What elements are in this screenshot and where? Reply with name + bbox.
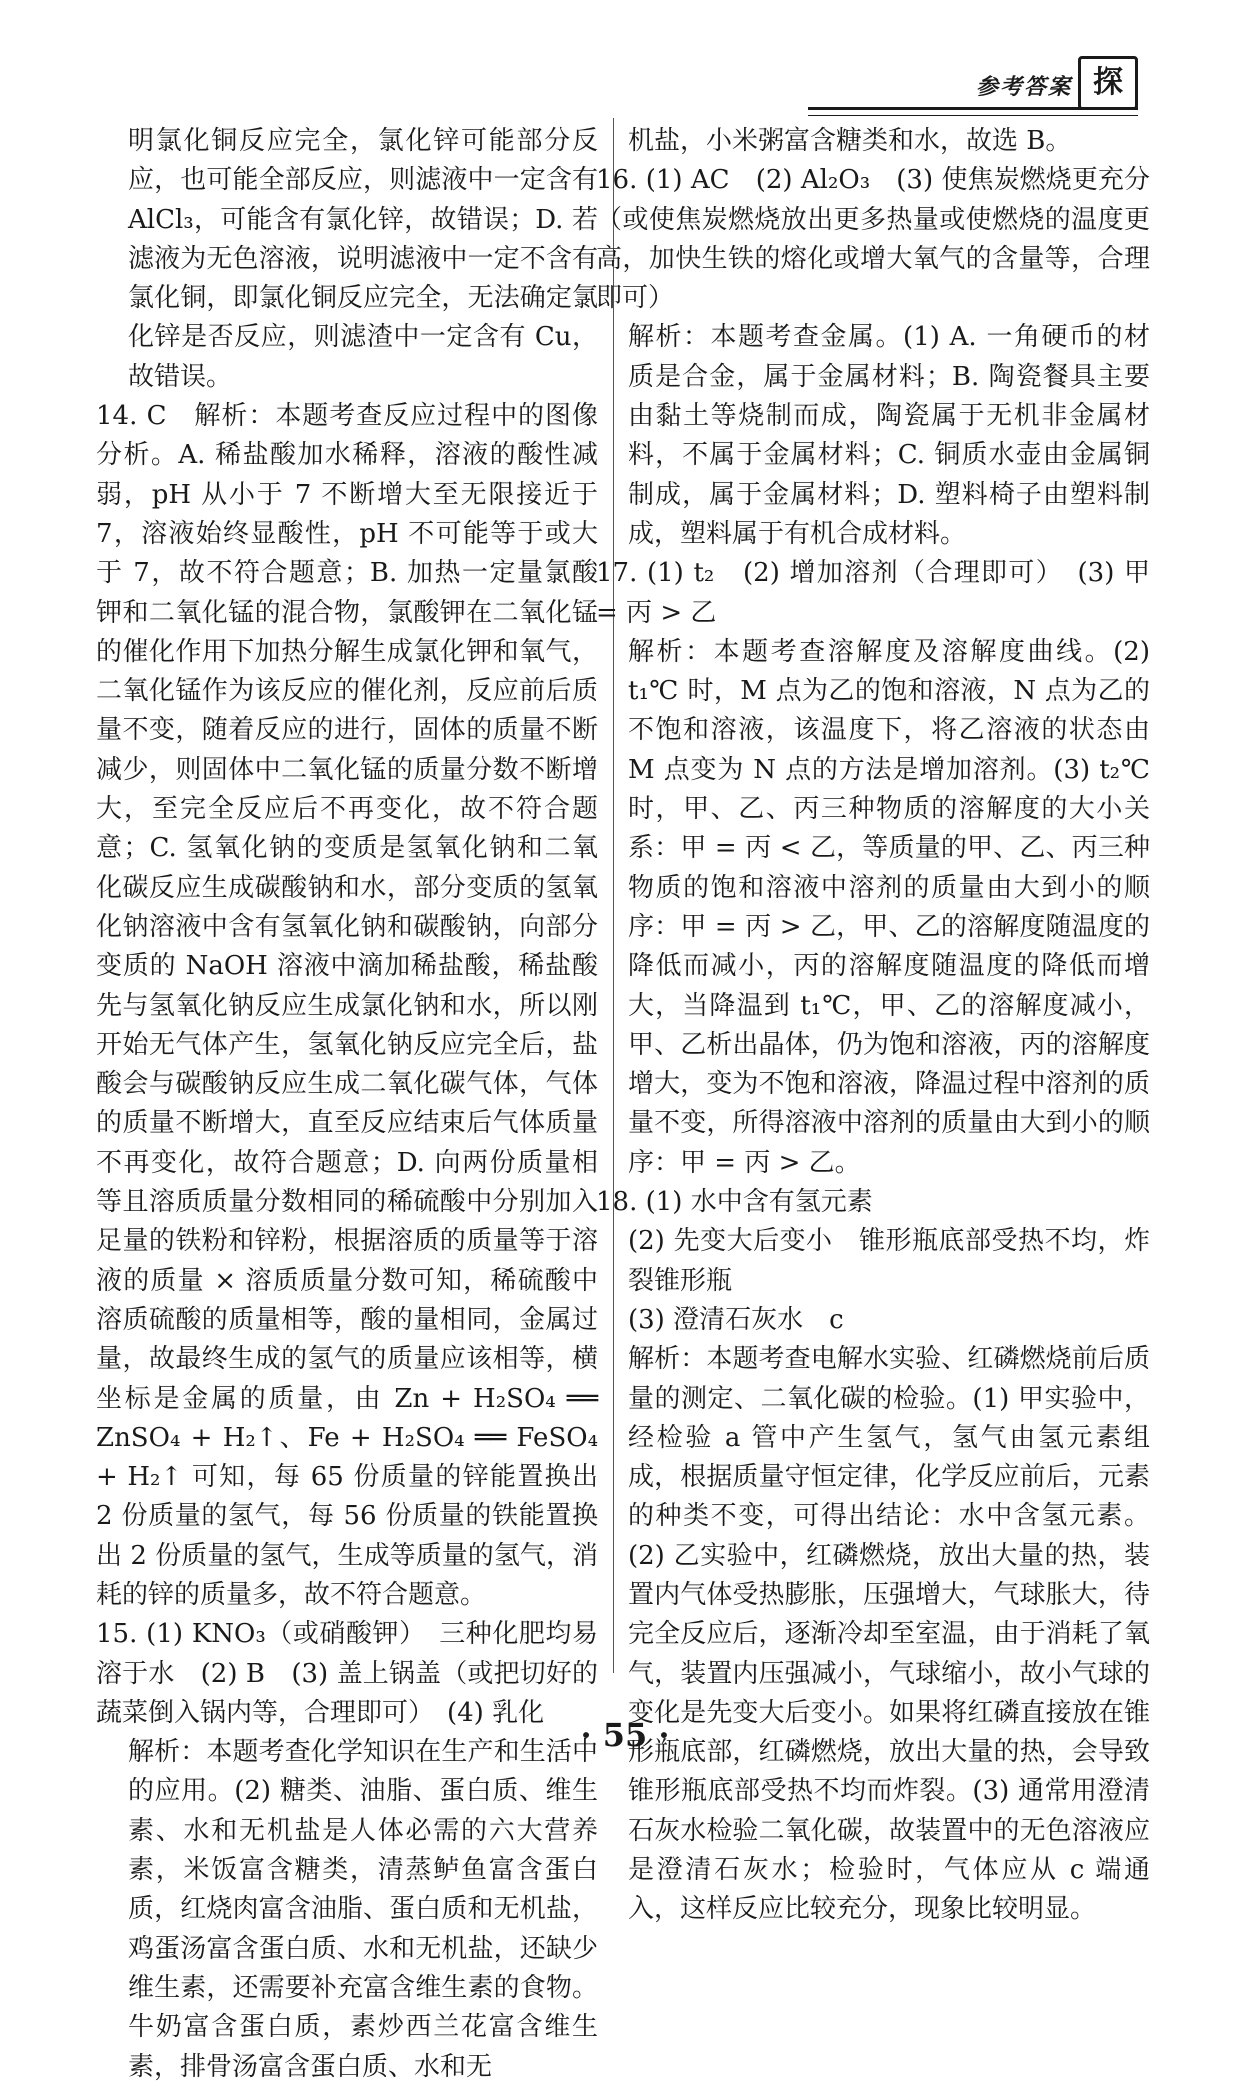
- brand-logo: 探: [1078, 56, 1138, 110]
- q17-answer: 17. (1) t₂ (2) 增加溶剂（合理即可） (3) 甲 = 丙 > 乙: [596, 558, 1150, 628]
- header-title: 参考答案: [975, 75, 1072, 100]
- header-rule: [808, 107, 1138, 110]
- q18-answer-2: (2) 先变大后变小 锥形瓶底部受热不均，炸裂锥形瓶: [628, 1226, 1150, 1296]
- q17-analysis: 解析：本题考查溶解度及溶解度曲线。(2) t₁℃ 时，M 点为乙的饱和溶液，N 点为乙的不饱和溶液，该温度下，将乙溶液的状态由 M 点变为 N 点的方法是增加溶剂。(3) t₂℃ 时，甲、乙、丙三种物质的溶解度的大小关系：甲 = 丙 < 乙，等质量的甲、乙、丙三种物质的饱和溶液中溶剂的质量由大到小的顺序：甲 = 丙 > 乙，甲、乙的溶解度随温度的降低而减小，丙的溶解度随温度的降低而增大，当降温到 t₁℃，甲、乙的溶解度减小，甲、乙析出晶体，仍为饱和溶液，丙的溶解度增大，变为不饱和溶液，降温过程中溶剂的质量不变，所得溶液中溶剂的质量由大到小的顺序：甲 = 丙 > 乙。: [628, 636, 1150, 1178]
- column-divider: [613, 118, 614, 1673]
- page-header: [808, 46, 1138, 110]
- header-rule-thin: [808, 115, 1138, 116]
- q15-analysis: 解析：本题考查化学知识在生产和生活中的应用。(2) 糖类、油脂、蛋白质、维生素、水和无机盐是人体必需的六大营养素，米饭富含糖类，清蒸鲈鱼富含蛋白质，红烧肉富含油脂、蛋白质和无机盐，鸡蛋汤富含蛋白质、水和无机盐，还缺少维生素，还需要补充富含维生素的食物。牛奶富含蛋白质，素炒西兰花富含维生素，排骨汤富含蛋白质、水和无: [128, 1737, 598, 2082]
- q18-answer-1: 18. (1) 水中含有氢元素: [596, 1187, 873, 1218]
- q15-answer: 15. (1) KNO₃（或硝酸钾） 三种化肥均易溶于水 (2) B (3) 盖上锅盖（或把切好的蔬菜倒入锅内等，合理即可） (4) 乳化: [96, 1619, 598, 1728]
- q16-answer: 16. (1) AC (2) Al₂O₃ (3) 使焦炭燃烧更充分（或使焦炭燃烧放出更多热量或使燃烧的温度更高，加快生铁的熔化或增大氧气的含量等，合理即可）: [596, 165, 1150, 314]
- q16-analysis: 解析：本题考查金属。(1) A. 一角硬币的材质是合金，属于金属材料；B. 陶瓷餐具主要由黏土等烧制而成，陶瓷属于无机非金属材料，不属于金属材料；C. 铜质水壶由金属铜制成，属于金属材料；D. 塑料椅子由塑料制成，塑料属于有机合成材料。: [628, 322, 1150, 549]
- left-column: [96, 122, 598, 2087]
- q18-answer-3: (3) 澄清石灰水 c: [628, 1304, 844, 1335]
- q13-continuation: 明氯化铜反应完全，氯化锌可能部分反应，也可能全部反应，则滤液中一定含有 AlCl₃，可能含有氯化锌，故错误；D. 若滤液为无色溶液，说明滤液中一定不含有氯化铜，即氯化铜反应完全，无法确定氯化锌是否反应，则滤渣中一定含有 Cu，故错误。: [128, 126, 598, 392]
- page-number: · 55 ·: [580, 1716, 670, 1754]
- q14-answer: 14. C 解析：本题考查反应过程中的图像分析。A. 稀盐酸加水稀释，溶液的酸性减弱，pH 从小于 7 不断增大至无限接近于 7，溶液始终显酸性，pH 不可能等于或大于 7，故不符合题意；B. 加热一定量氯酸钾和二氧化锰的混合物，氯酸钾在二氧化锰的催化作用下加热分解生成氯化钾和氧气，二氧化锰作为该反应的催化剂，反应前后质量不变，随着反应的进行，固体的质量不断减少，则固体中二氧化锰的质量分数不断增大，至完全反应后不再变化，故不符合题意；C. 氢氧化钠的变质是氢氧化钠和二氧化碳反应生成碳酸钠和水，部分变质的氢氧化钠溶液中含有氢氧化钠和碳酸钠，向部分变质的 NaOH 溶液中滴加稀盐酸，稀盐酸先与氢氧化钠反应生成氯化钠和水，所以刚开始无气体产生，氢氧化钠反应完全后，盐酸会与碳酸钠反应生成二氧化碳气体，气体的质量不断增大，直至反应结束后气体质量不再变化，故符合题意；D. 向两份质量相等且溶质质量分数相同的稀硫酸中分别加入足量的铁粉和锌粉，根据溶质的质量等于溶液的质量 × 溶质质量分数可知，稀硫酸中溶质硫酸的质量相等，酸的量相同，金属过量，故最终生成的氢气的质量应该相等，横坐标是金属的质量，由 Zn + H₂SO₄ ══ ZnSO₄ + H₂↑、Fe + H₂SO₄ ══ FeSO₄ + H₂↑ 可知，每 65 份质量的锌能置换出 2 份质量的氢气，每 56 份质量的铁能置换出 2 份质量的氢气，生成等质量的氢气，消耗的锌的质量多，故不符合题意。: [96, 401, 598, 1610]
- q18-analysis: 解析：本题考查电解水实验、红磷燃烧前后质量的测定、二氧化碳的检验。(1) 甲实验中，经检验 a 管中产生氢气，氢气由氢元素组成，根据质量守恒定律，化学反应前后，元素的种类不变，可得出结论：水中含氢元素。(2) 乙实验中，红磷燃烧，放出大量的热，装置内气体受热膨胀，压强增大，气球胀大，待完全反应后，逐渐冷却至室温，由于消耗了氧气，装置内压强减小，气球缩小，故小气球的变化是先变大后变小。如果将红磷直接放在锥形瓶底部，红磷燃烧，放出大量的热，会导致锥形瓶底部受热不均而炸裂。(3) 通常用澄清石灰水检验二氧化碳，故装置中的无色溶液应是澄清石灰水；检验时，气体应从 c 端通入，这样反应比较充分，现象比较明显。: [628, 1344, 1150, 1925]
- q15-analysis-continuation: 机盐，小米粥富含糖类和水，故选 B。: [628, 126, 1072, 156]
